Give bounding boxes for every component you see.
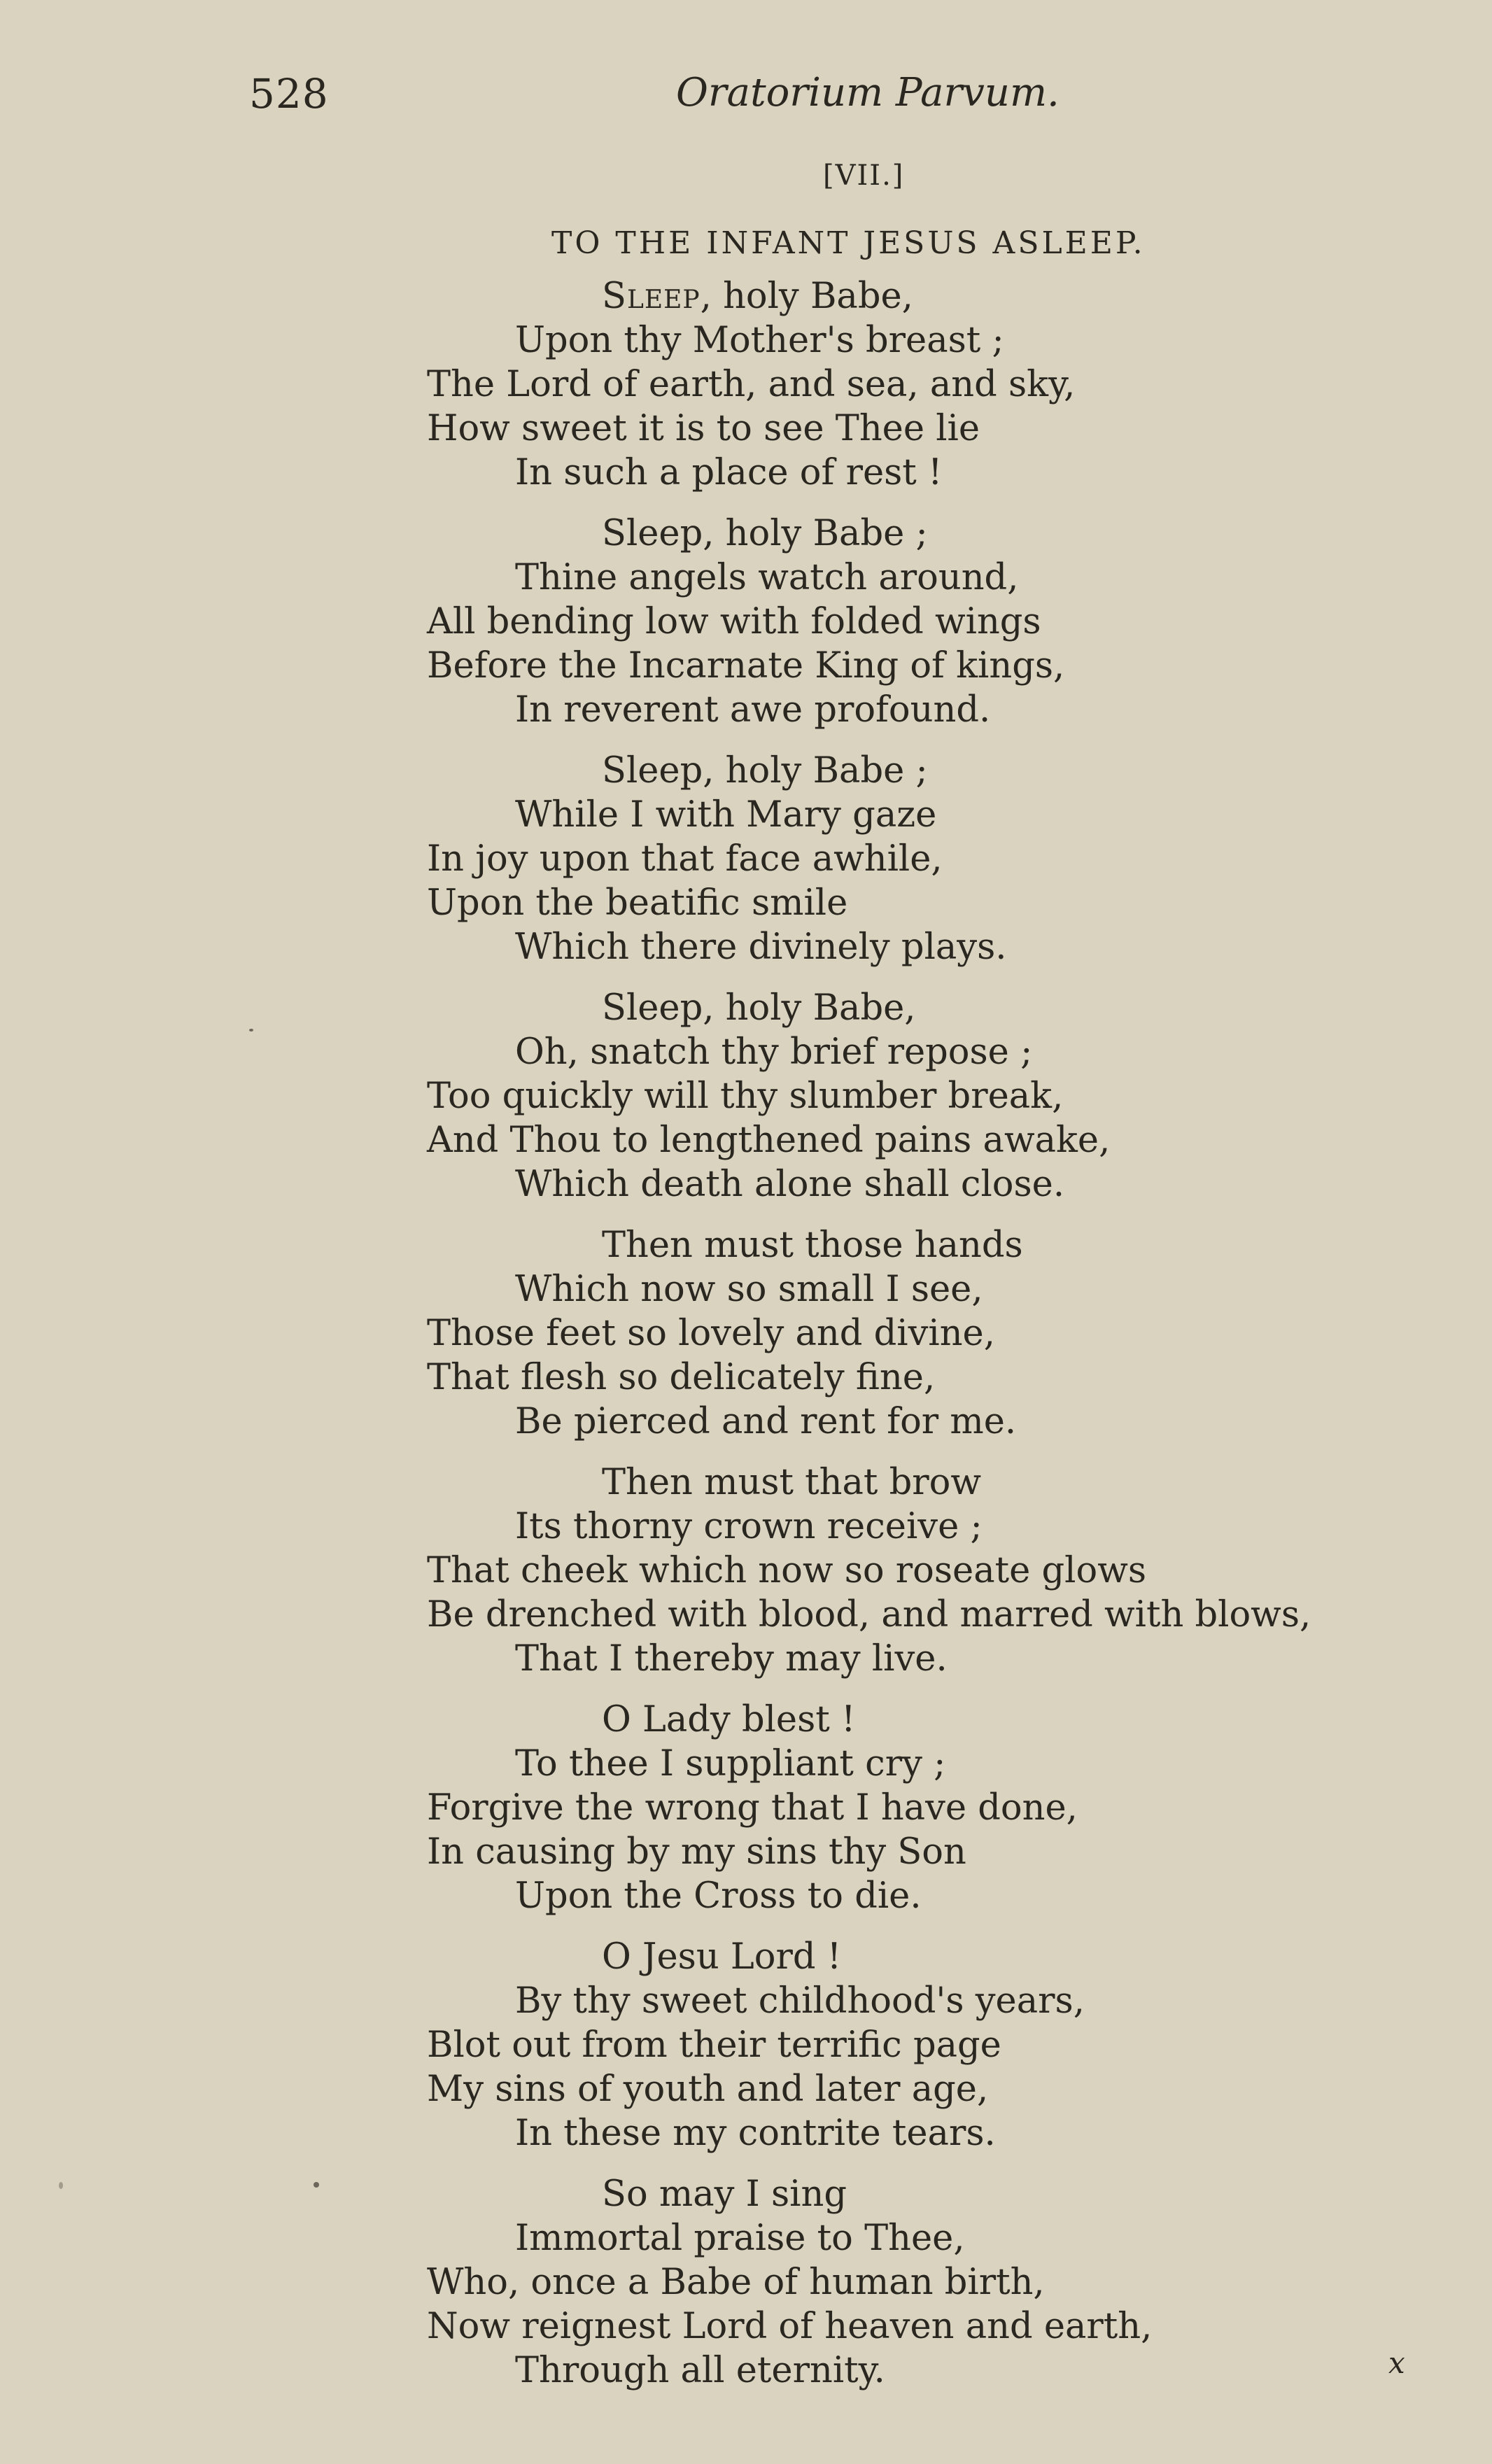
poem-line: In these my contrite tears. bbox=[515, 2113, 996, 2154]
stanza-9 bbox=[427, 2172, 1421, 2393]
signature-mark: x bbox=[1388, 2346, 1405, 2380]
poem-line: How sweet it is to see Thee lie bbox=[427, 408, 980, 449]
stanza-2 bbox=[427, 512, 1421, 732]
poem-first-word: Sleep bbox=[602, 276, 701, 317]
poem-line: Sleep, holy Babe, bbox=[602, 276, 913, 317]
poem-line: Immortal praise to Thee, bbox=[515, 2218, 965, 2259]
poem-line: Which now so small I see, bbox=[515, 1269, 983, 1310]
poem-line: By thy sweet childhood's years, bbox=[515, 1980, 1085, 2022]
poem-line: That I thereby may live. bbox=[515, 1638, 948, 1680]
paper-speck bbox=[249, 1029, 253, 1032]
poem-line: Which death alone shall close. bbox=[515, 1164, 1065, 1205]
poem-line: Its thorny crown receive ; bbox=[515, 1506, 983, 1547]
poem-line: Then must those hands bbox=[602, 1225, 1023, 1266]
poem-line: To thee I suppliant cry ; bbox=[515, 1743, 946, 1784]
poem-line: In reverent awe profound. bbox=[515, 689, 991, 731]
poem-line: Sleep, holy Babe, bbox=[602, 987, 916, 1029]
poem-line: Upon the Cross to die. bbox=[515, 1875, 922, 1917]
poem-line: My sins of youth and later age, bbox=[427, 2069, 989, 2110]
poem-line: Too quickly will thy slumber break, bbox=[427, 1076, 1064, 1117]
poem-line: Who, once a Babe of human birth, bbox=[427, 2262, 1045, 2303]
running-title: Oratorium Parvum. bbox=[676, 70, 1060, 115]
poem-line: Be drenched with blood, and marred with blows, bbox=[427, 1594, 1311, 1635]
stanza-5 bbox=[427, 1223, 1421, 1444]
poem-line: O Jesu Lord ! bbox=[602, 1936, 842, 1978]
poem-line: Which there divinely plays. bbox=[515, 927, 1007, 968]
stanza-6 bbox=[427, 1460, 1421, 1681]
poem-line: Upon thy Mother's breast ; bbox=[515, 320, 1004, 361]
poem-line: That cheek which now so roseate glows bbox=[427, 1550, 1147, 1591]
stanza-1 bbox=[427, 274, 1421, 495]
poem-line: Sleep, holy Babe ; bbox=[602, 750, 928, 791]
poem-line: All bending low with folded wings bbox=[427, 601, 1041, 642]
poem-line: In causing by my sins thy Son bbox=[427, 1831, 966, 1873]
poem-line: Then must that brow bbox=[602, 1462, 982, 1503]
poem-line: Blot out from their terrific page bbox=[427, 2025, 1001, 2066]
poem-line: Be pierced and rent for me. bbox=[515, 1401, 1017, 1442]
poem-line: Upon the beatific smile bbox=[427, 882, 848, 924]
stanza-8 bbox=[427, 1935, 1421, 2155]
poem-line: In joy upon that face awhile, bbox=[427, 838, 943, 880]
poem-line: Through all eternity. bbox=[515, 2350, 885, 2391]
poem-line: While I with Mary gaze bbox=[515, 794, 937, 836]
stanza-7 bbox=[427, 1698, 1421, 1918]
poem-body bbox=[427, 274, 1421, 2409]
poem-title: TO THE INFANT JESUS ASLEEP. bbox=[551, 225, 1146, 261]
section-number: [VII.] bbox=[823, 160, 905, 192]
stanza-4 bbox=[427, 986, 1421, 1206]
poem-line: O Lady blest ! bbox=[602, 1699, 856, 1740]
running-head bbox=[249, 70, 1369, 126]
poem-line: Before the Incarnate King of kings, bbox=[427, 645, 1065, 687]
poem-line: So may I sing bbox=[602, 2174, 847, 2215]
poem-line: That flesh so delicately fine, bbox=[427, 1357, 936, 1398]
poem-line: Forgive the wrong that I have done, bbox=[427, 1787, 1078, 1829]
poem-line: Thine angels watch around, bbox=[515, 557, 1019, 598]
page-number: 528 bbox=[249, 70, 329, 118]
poem-line: Oh, snatch thy brief repose ; bbox=[515, 1032, 1033, 1073]
stanza-3 bbox=[427, 749, 1421, 969]
poem-line: The Lord of earth, and sea, and sky, bbox=[427, 364, 1076, 405]
poem-line: Those feet so lovely and divine, bbox=[427, 1313, 995, 1354]
paper-speck bbox=[59, 2182, 63, 2189]
poem-line: Sleep, holy Babe ; bbox=[602, 513, 928, 554]
poem-line: And Thou to lengthened pains awake, bbox=[427, 1120, 1111, 1161]
paper-speck bbox=[314, 2182, 319, 2188]
poem-line: In such a place of rest ! bbox=[515, 452, 943, 493]
poem-line: Now reignest Lord of heaven and earth, bbox=[427, 2306, 1153, 2347]
